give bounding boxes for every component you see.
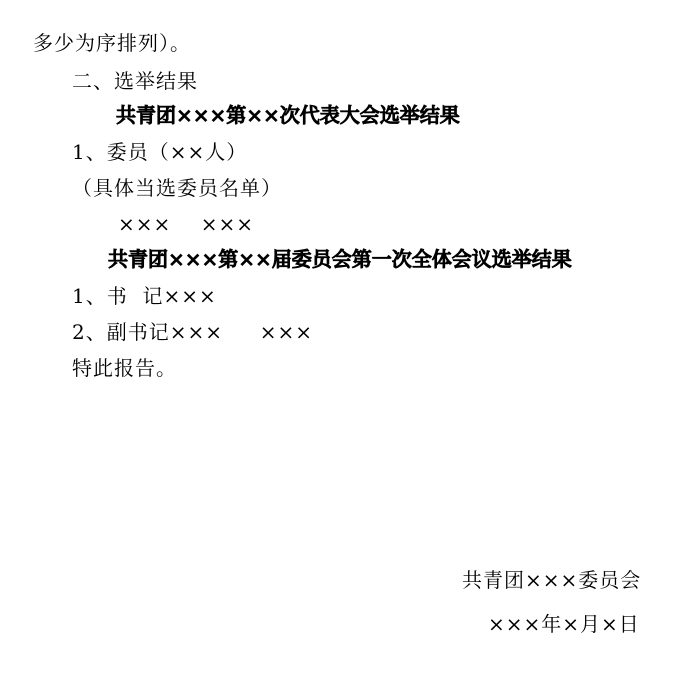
secretary-item: 1、书 记××× bbox=[72, 284, 217, 308]
section-heading-election-results: 二、选举结果 bbox=[72, 69, 198, 93]
deputy-secretary-item: 2、副书记××× ××× bbox=[72, 320, 314, 344]
closing-remark: 特此报告。 bbox=[72, 356, 177, 380]
member-list-note: （具体当选委员名单） bbox=[72, 176, 282, 200]
member-names: ××× ××× bbox=[118, 212, 254, 236]
congress-election-result-heading: 共青团×××第××次代表大会选举结果 bbox=[116, 103, 460, 127]
signature-organization: 共青团×××委员会 bbox=[462, 568, 642, 592]
continuation-line: 多少为序排列）。 bbox=[33, 31, 191, 55]
plenary-election-result-heading: 共青团×××第××届委员会第一次全体会议选举结果 bbox=[108, 247, 572, 271]
committee-members-item: 1、委员（××人） bbox=[72, 140, 248, 164]
signature-date: ×××年×月×日 bbox=[488, 612, 640, 636]
